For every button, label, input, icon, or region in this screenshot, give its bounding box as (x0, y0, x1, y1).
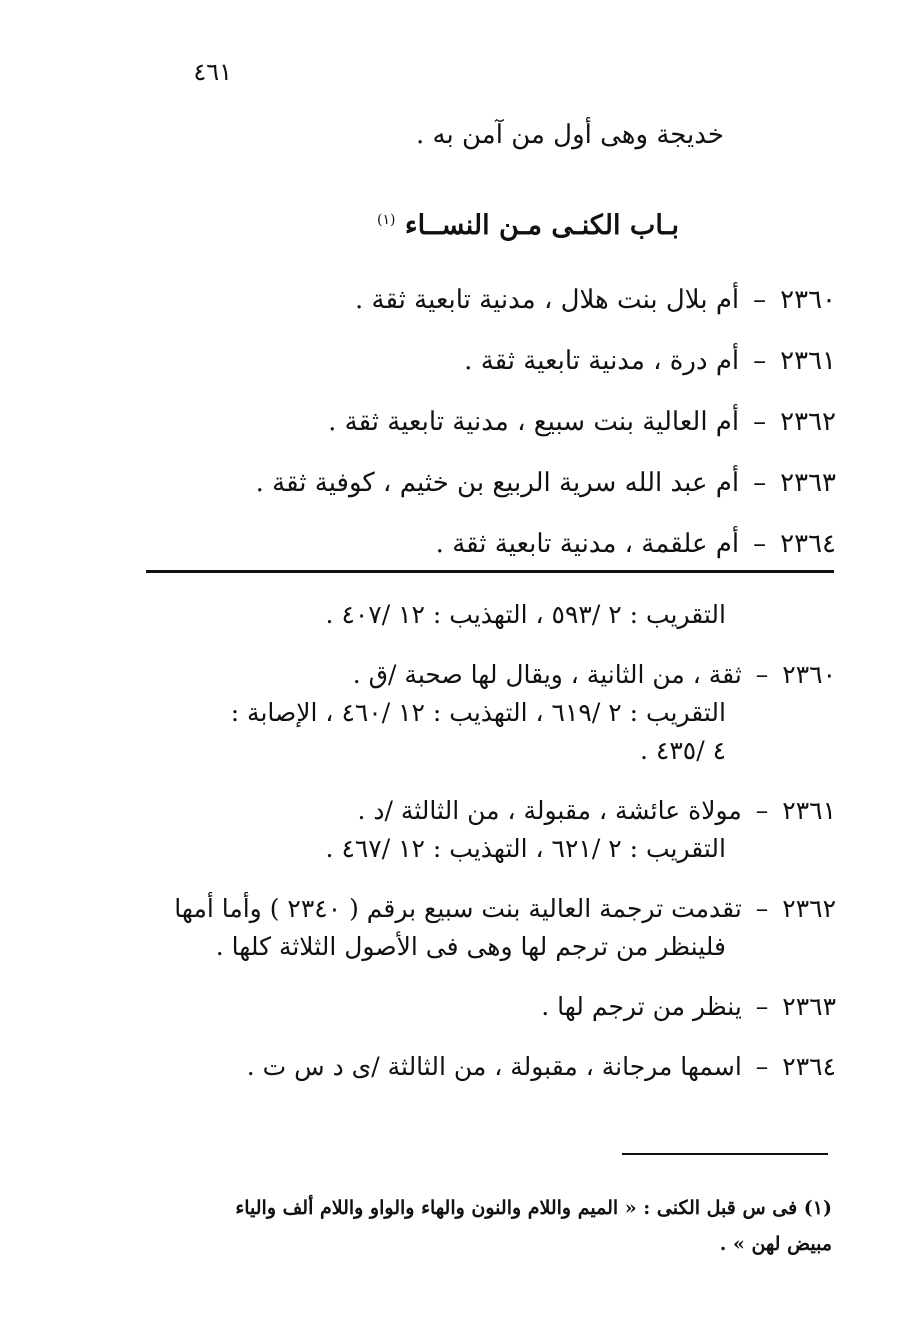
notes-section (136, 596, 836, 1108)
note-item (136, 988, 836, 1026)
note-head (136, 1048, 836, 1086)
entry-item (76, 522, 836, 583)
entry-number: ٢٣٦٢ (780, 407, 836, 437)
note-head-text: تقدمت ترجمة العالية بنت سبيع برقم ( ٢٣٤٠ ) وأما أمها (174, 894, 742, 923)
page-number: ٤٦١ (193, 58, 232, 86)
note-number: ٢٣٦٣ (782, 992, 836, 1021)
note-dash: – (755, 894, 769, 923)
entry-item (76, 278, 836, 339)
entry-dash: – (753, 468, 767, 498)
note-number: ٢٣٦٠ (782, 660, 836, 689)
note-item (136, 656, 836, 770)
entry-number: ٢٣٦٤ (780, 529, 836, 559)
note-item (136, 890, 836, 966)
intro-line: خديجة وهى أول من آمن به . (416, 120, 724, 150)
note-number: ٢٣٦٢ (782, 894, 836, 923)
note-continuation (136, 596, 836, 634)
note-head (136, 792, 836, 830)
note-head (136, 890, 836, 928)
note-body-line: فلينظر من ترجم لها وهى فى الأصول الثلاثة كلها . (215, 932, 726, 961)
entry-text: أم العالية بنت سبيع ، مدنية تابعية ثقة . (328, 407, 740, 437)
note-number: ٢٣٦١ (782, 796, 836, 825)
note-item (136, 1048, 836, 1086)
note-body-line: ٤ /٤٣٥ . (639, 736, 726, 765)
note-dash: – (755, 1052, 769, 1081)
entry-dash: – (753, 529, 767, 559)
entry-item (76, 339, 836, 400)
note-head-text: ثقة ، من الثانية ، ويقال لها صحبة /ق . (352, 660, 742, 689)
note-continuation-text: التقريب : ٢ /٥٩٣ ، التهذيب : ١٢ /٤٠٧ . (325, 600, 726, 629)
note-head-text: مولاة عائشة ، مقبولة ، من الثالثة /د . (357, 796, 742, 825)
entry-dash: – (753, 407, 767, 437)
entry-item (76, 400, 836, 461)
entry-dash: – (753, 285, 767, 315)
entry-dash: – (753, 346, 767, 376)
section-title (377, 210, 679, 241)
note-body-line: التقريب : ٢ /٦١٩ ، التهذيب : ١٢ /٤٦٠ ، الإصابة : (230, 698, 726, 727)
note-head (136, 988, 836, 1026)
note-dash: – (755, 796, 769, 825)
footnote-rule (622, 1153, 828, 1155)
entry-number: ٢٣٦١ (780, 346, 836, 376)
section-title-text: بـاب الكنـى مـن النســاء (404, 210, 679, 241)
footnote-marker: (١) (377, 212, 396, 228)
entry-text: أم عبد الله سرية الربيع بن خثيم ، كوفية ثقة . (255, 468, 740, 498)
note-body-line: التقريب : ٢ /٦٢١ ، التهذيب : ١٢ /٤٦٧ . (325, 834, 726, 863)
note-head-text: اسمها مرجانة ، مقبولة ، من الثالثة /ى د س ت . (246, 1052, 742, 1081)
entry-item (76, 461, 836, 522)
note-dash: – (755, 992, 769, 1021)
entry-number: ٢٣٦٣ (780, 468, 836, 498)
entry-number: ٢٣٦٠ (780, 285, 836, 315)
note-head (136, 656, 836, 694)
note-number: ٢٣٦٤ (782, 1052, 836, 1081)
note-item (136, 792, 836, 868)
entry-text: أم بلال بنت هلال ، مدنية تابعية ثقة . (355, 285, 740, 315)
entry-text: أم درة ، مدنية تابعية ثقة . (464, 346, 740, 376)
footnote-line: مبيض لهن » . (719, 1233, 832, 1255)
entry-list (76, 278, 836, 583)
footnote-line: (١) فى س قبل الكنى : « الميم واللام والنون والهاء والواو واللام ألف والياء (235, 1197, 832, 1219)
footnote (132, 1190, 832, 1262)
entry-text: أم علقمة ، مدنية تابعية ثقة . (435, 529, 740, 559)
note-head-text: ينظر من ترجم لها . (541, 992, 742, 1021)
footnote-separator-rule (146, 570, 834, 573)
note-dash: – (755, 660, 769, 689)
